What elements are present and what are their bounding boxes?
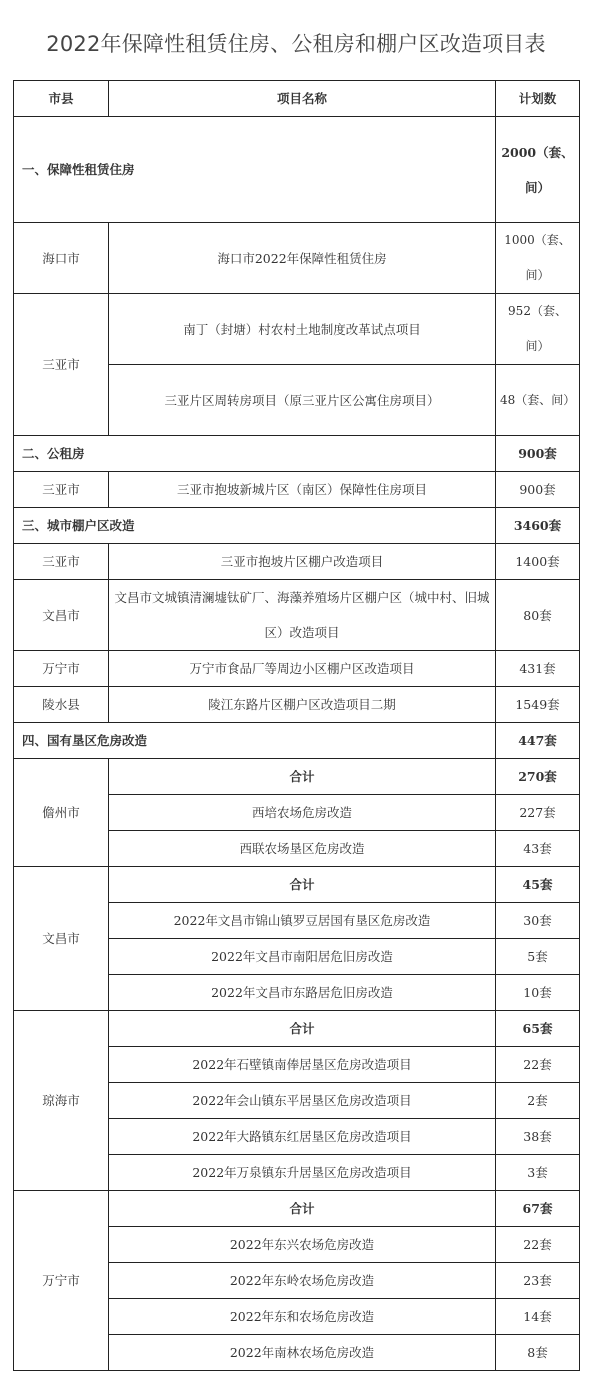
project-name: 西联农场垦区危房改造 — [109, 831, 496, 867]
plan-value: 14套 — [496, 1299, 580, 1335]
subtotal-row — [14, 759, 580, 795]
city-cell: 文昌市 — [14, 867, 109, 1011]
city-cell: 陵水县 — [14, 687, 109, 723]
project-name: 三亚片区周转房项目（原三亚片区公寓住房项目） — [109, 365, 496, 436]
project-name: 三亚市抱坡片区棚户改造项目 — [109, 544, 496, 580]
plan-value: 22套 — [496, 1227, 580, 1263]
plan-value: 2套 — [496, 1083, 580, 1119]
plan-value: 8套 — [496, 1335, 580, 1371]
plan-value: 10套 — [496, 975, 580, 1011]
city-cell: 儋州市 — [14, 759, 109, 867]
plan-value: 1400套 — [496, 544, 580, 580]
subtotal-label: 合计 — [109, 1011, 496, 1047]
project-name: 西培农场危房改造 — [109, 795, 496, 831]
plan-value: 1000（套、间） — [496, 223, 580, 294]
city-cell: 三亚市 — [14, 294, 109, 436]
table-row — [14, 294, 580, 365]
city-cell: 三亚市 — [14, 544, 109, 580]
header-plan: 计划数 — [496, 81, 580, 117]
subtotal-row — [14, 867, 580, 903]
section-label: 二、公租房 — [14, 436, 496, 472]
section-label: 四、国有垦区危房改造 — [14, 723, 496, 759]
subtotal-value: 65套 — [496, 1011, 580, 1047]
city-cell: 万宁市 — [14, 651, 109, 687]
project-name: 2022年文昌市锦山镇罗豆居国有垦区危房改造 — [109, 903, 496, 939]
page-title: 2022年保障性租赁住房、公租房和棚户区改造项目表 — [46, 32, 546, 56]
section-row — [14, 117, 580, 223]
plan-value: 5套 — [496, 939, 580, 975]
table-row — [14, 223, 580, 294]
project-name: 2022年石壁镇南俸居垦区危房改造项目 — [109, 1047, 496, 1083]
project-name: 文昌市文城镇清澜墟钛矿厂、海藻养殖场片区棚户区（城中村、旧城区）改造项目 — [109, 580, 496, 651]
subtotal-label: 合计 — [109, 759, 496, 795]
header-city: 市县 — [14, 81, 109, 117]
project-name: 2022年东兴农场危房改造 — [109, 1227, 496, 1263]
project-name: 2022年万泉镇东升居垦区危房改造项目 — [109, 1155, 496, 1191]
city-cell: 海口市 — [14, 223, 109, 294]
project-name: 2022年南林农场危房改造 — [109, 1335, 496, 1371]
table-row — [14, 687, 580, 723]
plan-value: 227套 — [496, 795, 580, 831]
section-total: 447套 — [496, 723, 580, 759]
project-name: 陵江东路片区棚户区改造项目二期 — [109, 687, 496, 723]
project-name: 三亚市抱坡新城片区（南区）保障性住房项目 — [109, 472, 496, 508]
section-row — [14, 508, 580, 544]
section-label: 三、城市棚户区改造 — [14, 508, 496, 544]
plan-value: 30套 — [496, 903, 580, 939]
plan-value: 1549套 — [496, 687, 580, 723]
subtotal-value: 270套 — [496, 759, 580, 795]
city-cell: 万宁市 — [14, 1191, 109, 1371]
subtotal-row — [14, 1191, 580, 1227]
project-name: 2022年会山镇东平居垦区危房改造项目 — [109, 1083, 496, 1119]
section-row — [14, 723, 580, 759]
subtotal-value: 67套 — [496, 1191, 580, 1227]
project-name: 2022年文昌市南阳居危旧房改造 — [109, 939, 496, 975]
plan-value: 952（套、间） — [496, 294, 580, 365]
city-cell: 琼海市 — [14, 1011, 109, 1191]
plan-value: 48（套、间） — [496, 365, 580, 436]
section-total: 900套 — [496, 436, 580, 472]
plan-value: 43套 — [496, 831, 580, 867]
subtotal-label: 合计 — [109, 867, 496, 903]
subtotal-label: 合计 — [109, 1191, 496, 1227]
section-label: 一、保障性租赁住房 — [14, 117, 496, 223]
table-row — [14, 580, 580, 651]
plan-value: 900套 — [496, 472, 580, 508]
table-row — [14, 651, 580, 687]
header-project: 项目名称 — [109, 81, 496, 117]
project-name: 南丁（封塘）村农村土地制度改革试点项目 — [109, 294, 496, 365]
plan-value: 431套 — [496, 651, 580, 687]
table-row — [14, 472, 580, 508]
projects-table — [13, 80, 580, 1371]
project-name: 海口市2022年保障性租赁住房 — [109, 223, 496, 294]
plan-value: 3套 — [496, 1155, 580, 1191]
plan-value: 23套 — [496, 1263, 580, 1299]
city-cell: 文昌市 — [14, 580, 109, 651]
plan-value: 38套 — [496, 1119, 580, 1155]
plan-value: 22套 — [496, 1047, 580, 1083]
project-name: 2022年东岭农场危房改造 — [109, 1263, 496, 1299]
plan-value: 80套 — [496, 580, 580, 651]
project-name: 万宁市食品厂等周边小区棚户区改造项目 — [109, 651, 496, 687]
section-total: 2000（套、间） — [496, 117, 580, 223]
project-name: 2022年文昌市东路居危旧房改造 — [109, 975, 496, 1011]
header-row — [14, 81, 580, 117]
project-name: 2022年大路镇东红居垦区危房改造项目 — [109, 1119, 496, 1155]
table-row — [14, 544, 580, 580]
section-row — [14, 436, 580, 472]
city-cell: 三亚市 — [14, 472, 109, 508]
subtotal-value: 45套 — [496, 867, 580, 903]
subtotal-row — [14, 1011, 580, 1047]
project-name: 2022年东和农场危房改造 — [109, 1299, 496, 1335]
section-total: 3460套 — [496, 508, 580, 544]
